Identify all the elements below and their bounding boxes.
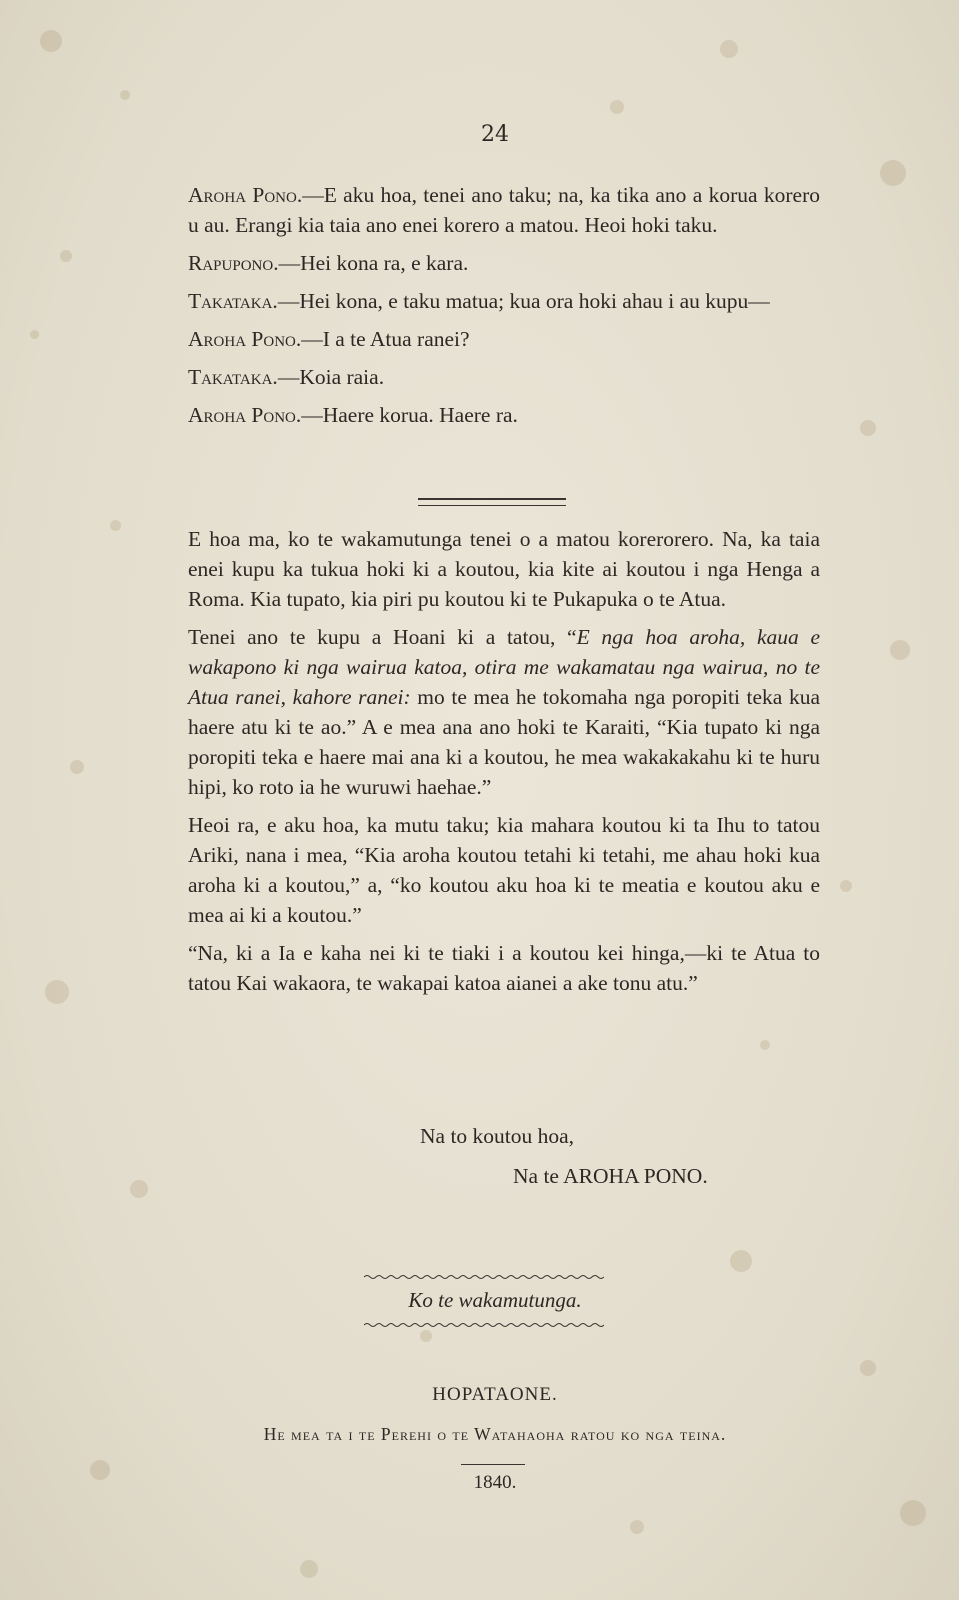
paragraph-text: Tenei ano te kupu a Hoani ki a tatou, “ — [188, 625, 577, 649]
dialogue-line — [188, 400, 820, 430]
paragraph-text: mo te mea he tokomaha nga poropiti teka kua haere atu ki te ao.” A e mea ana ano hoki te Karaiti, “Kia tupato ki nga poropiti teka e haere mai ana ki a koutou, he mea wakakakahu ki te huru hipi, ko roto ia he wuruwi haehae.” — [188, 685, 820, 799]
dialogue-line — [188, 286, 820, 316]
speaker-name: Takataka. — [188, 289, 278, 313]
dialogue-text: —Koia raia. — [277, 365, 385, 389]
dialogue-line — [188, 180, 820, 240]
paragraph: Heoi ra, e aku hoa, ka mutu taku; kia mahara koutou ki ta Ihu to tatou Ariki, nana i mea, “Kia aroha koutou tetahi ki tetahi, me ahau hoki kua aroha ki a koutou,” a, “ko koutou aku hoa ki te meatia e koutou aku e mea ai ki a koutou.” — [188, 813, 820, 927]
scripture-quote: E nga hoa aroha, kaua e wakapono ki nga wairua katoa, otira me wakamatau nga wairua, no te Atua ranei, kahore ranei: — [188, 625, 820, 709]
dialogue-section — [188, 180, 820, 438]
body-text — [188, 524, 820, 1006]
imprint-divider — [461, 1464, 525, 1465]
imprint-year: 1840. — [473, 1472, 517, 1493]
imprint-place: HOPATAONE. — [432, 1384, 558, 1405]
section-divider — [418, 498, 566, 506]
dialogue-line — [188, 248, 820, 278]
dialogue-text: —I a te Atua ranei? — [301, 327, 470, 351]
signoff-line-1: Na to koutou hoa, — [420, 1124, 575, 1148]
paragraph: E hoa ma, ko te wakamutunga tenei o a matou korerorero. Na, ka taia enei kupu ka tukua hoki ki a koutou, kia kite ai koutou i nga Henga a Roma. Kia tupato, kia piri pu koutou ki te Pukapuka o te Atua. — [188, 527, 820, 611]
dialogue-line — [188, 362, 820, 392]
speaker-name: Rapupono. — [188, 251, 279, 275]
speaker-name: Aroha Pono. — [188, 183, 303, 207]
end-text: Ko te wakamutunga. — [408, 1288, 582, 1312]
speaker-name: Aroha Pono. — [188, 327, 302, 351]
speaker-name: Takataka. — [188, 365, 278, 389]
paragraph: “Na, ki a Ia e kaha nei ki te tiaki i a koutou kei hinga,—ki te Atua to tatou Kai wakaora, te wakapai katoa aianei a ake tonu atu.” — [188, 941, 820, 995]
dialogue-line — [188, 324, 820, 354]
page-number: 24 — [481, 122, 509, 147]
ornamental-rule-bottom — [364, 1322, 604, 1328]
imprint-printer: He mea ta i te Perehi o te Watahaoha ratou ko nga teina. — [263, 1424, 727, 1444]
dialogue-text: —Hei kona, e taku matua; kua ora hoki ahau i au kupu— — [277, 289, 770, 313]
speaker-name: Aroha Pono. — [188, 403, 302, 427]
dialogue-text: —Hei kona ra, e kara. — [278, 251, 469, 275]
dialogue-text: —E aku hoa, tenei ano taku; na, ka tika ano a korua korero u au. Erangi kia taia ano enei korero a matou. Heoi hoki taku. — [188, 183, 820, 237]
signoff-line-2: Na te AROHA PONO. — [513, 1164, 708, 1188]
dialogue-text: —Haere korua. Haere ra. — [301, 403, 518, 427]
ornamental-rule-top — [364, 1274, 604, 1280]
paragraph — [188, 622, 820, 802]
